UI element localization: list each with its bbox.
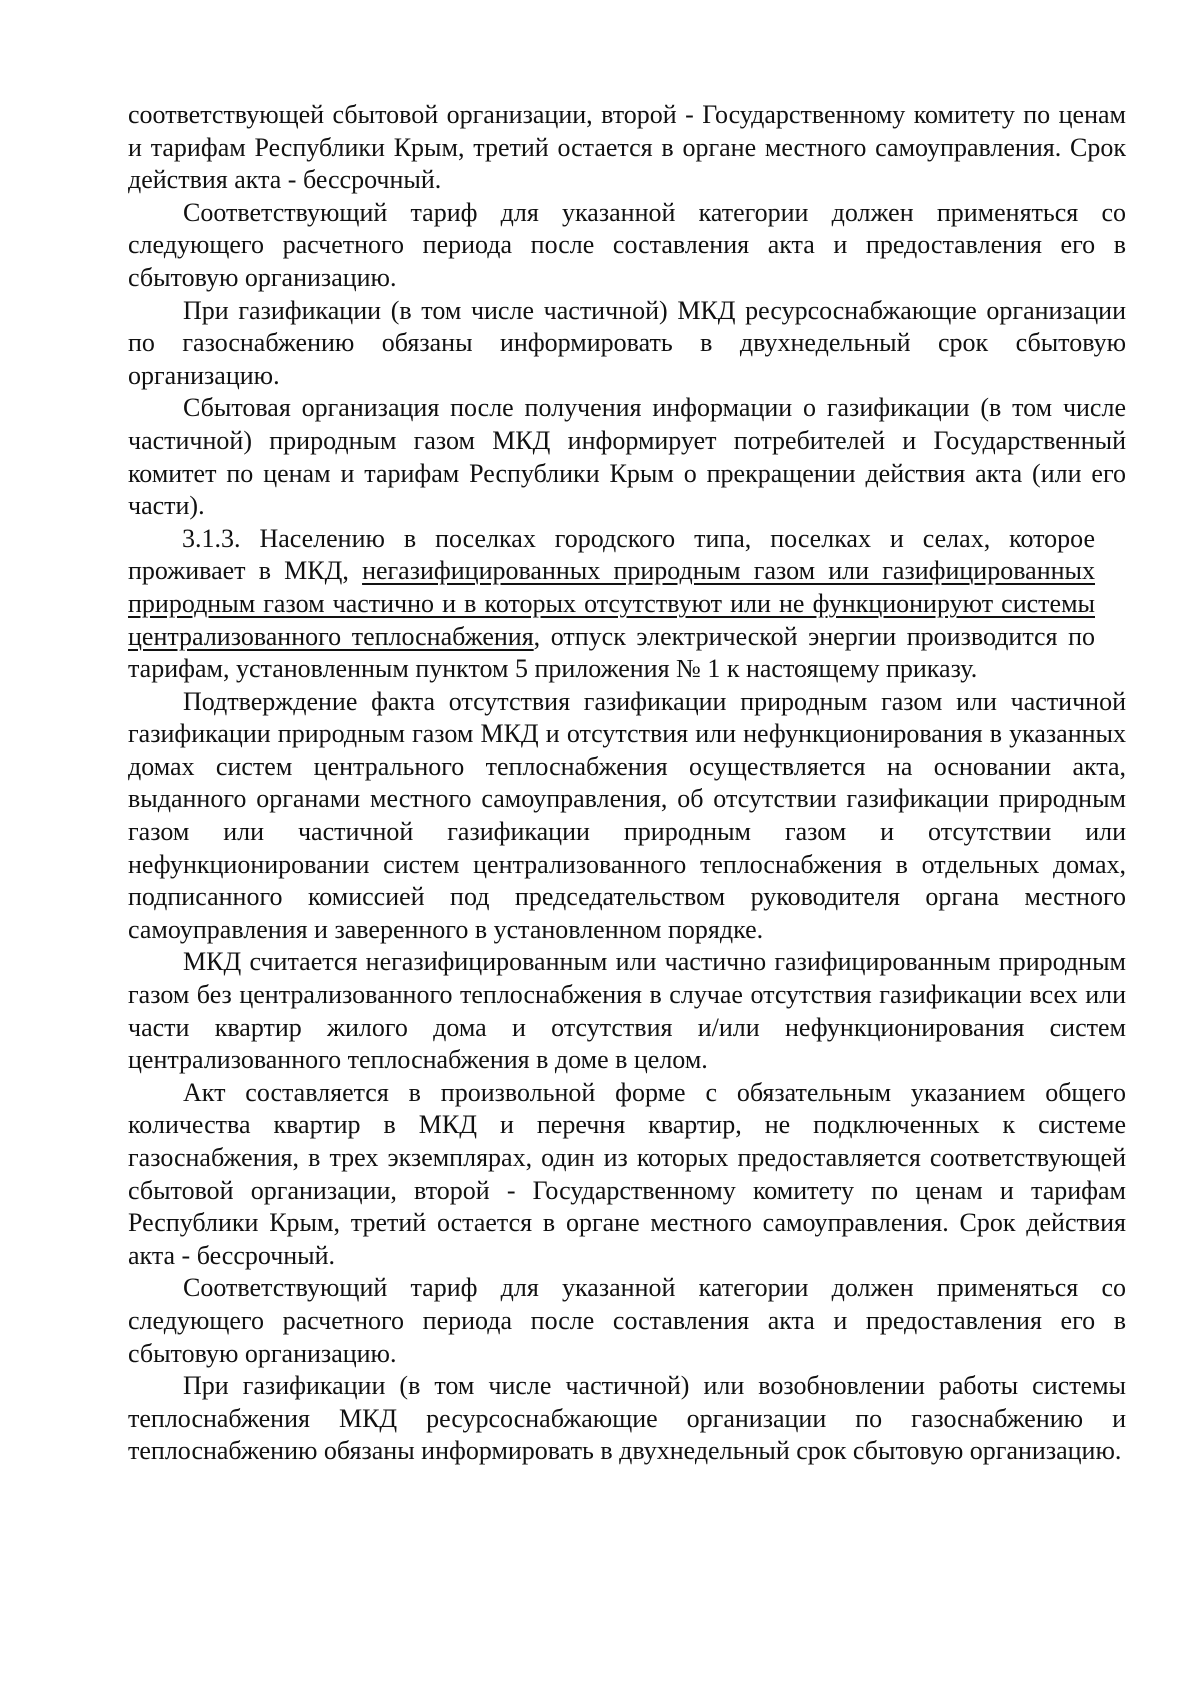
paragraph-mkd-definition: МКД считается негазифицированным или частично газифицированным природным газом без централизованного теплоснабжения в случае отсутствия газификации всех или части квартир жилого дома и отсутствия и/или нефункционирования систем централизованного теплоснабжения в доме в целом.: [128, 947, 1126, 1075]
item-3-1-3-lead: 3.1.3. Населению в поселках городского типа, поселках и селах, которое проживает в МКД,: [128, 523, 1095, 586]
paragraph-gasification-notice: При газификации (в том числе частичной) МКД ресурсоснабжающие организации по газоснабжению обязаны информировать в двухнедельный срок сбытовую организацию.: [128, 295, 1126, 390]
paragraph-sales-org-notice: Сбытовая организация после получения информации о газификации (в том числе частичной) природным газом МКД информирует потребителей и Государственный комитет по ценам и тарифам Республики Крым о прекращении действия акта (или его части).: [128, 393, 1126, 521]
item-3-1-3-tail: , отпуск электрической энергии производится по тарифам, установленным пунктом 5 приложения № 1 к настоящему приказу.: [128, 621, 1095, 684]
paragraph-act-form: Акт составляется в произвольной форме с обязательным указанием общего количества квартир в МКД и перечня квартир, не подключенных к системе газоснабжения, в трех экземплярах, один из которых предоставляется соответствующей сбытовой организации, второй - Государственному комитету по ценам и тарифам Республики Крым, третий остается в органе местного самоуправления. Срок действия акта - бессрочный.: [128, 1077, 1126, 1270]
paragraph-tariff-application-2: Соответствующий тариф для указанной категории должен применяться со следующего расчетного периода после составления акта и предоставления его в сбытовую организацию.: [128, 1273, 1126, 1368]
paragraph-gasification-notice-2: При газификации (в том числе частичной) или возобновлении работы системы теплоснабжения МКД ресурсоснабжающие организации по газоснабжению и теплоснабжению обязаны информировать в двухнедельный срок сбытовую организацию.: [128, 1371, 1126, 1466]
document-body: [128, 99, 1126, 1468]
paragraph-confirmation: Подтверждение факта отсутствия газификации природным газом или частичной газификации природным газом МКД и отсутствия или нефункционирования в указанных домах систем центрального теплоснабжения осуществляется на основании акта, выданного органами местного самоуправления, об отсутствии газификации природным газом или частичной газификации природным газом и отсутствии или нефункционировании систем централизованного теплоснабжения в отдельных домах, подписанного комиссией под председательством руководителя органа местного самоуправления и заверенного в установленном порядке.: [128, 686, 1126, 944]
paragraph-continuation: соответствующей сбытовой организации, второй - Государственному комитету по ценам и тарифам Республики Крым, третий остается в органе местного самоуправления. Срок действия акта - бессрочный.: [128, 100, 1126, 195]
paragraph-tariff-application: Соответствующий тариф для указанной категории должен применяться со следующего расчетного периода после составления акта и предоставления его в сбытовую организацию.: [128, 197, 1126, 292]
paragraph-item-3-1-3: [128, 523, 1095, 686]
item-3-1-3-underlined: негазифицированных природным газом или газифицированных природным газом частично и в которых отсутствуют или не функционируют системы централизованного теплоснабжения: [128, 556, 1095, 651]
